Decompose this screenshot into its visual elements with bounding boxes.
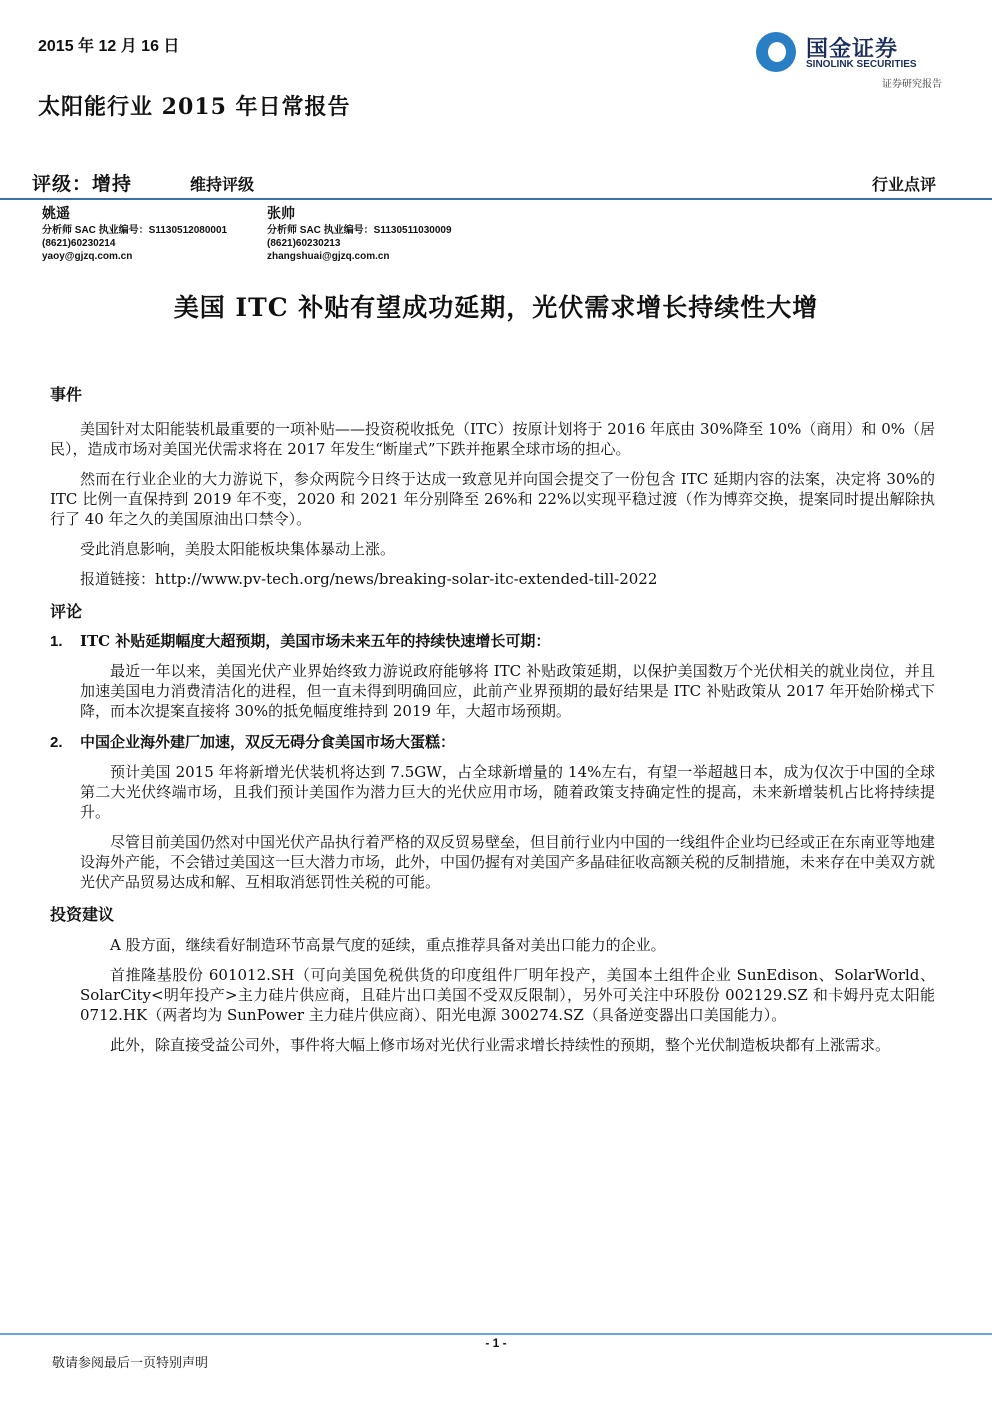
event-paragraph: 美国针对太阳能装机最重要的一项补贴——投资税收抵免（ITC）按原计划将于 2016 年底由 30%降至 10%（商用）和 0%（居民），造成市场对美国光伏需求将在 2017 年发生“断崖式”下跌并拖累全球市场的担心。 — [50, 420, 935, 458]
company-logo — [756, 30, 944, 92]
page-number: - 1 - — [485, 1336, 507, 1350]
source-link[interactable]: 报道链接：http://www.pv-tech.org/news/breaking-solar-itc-extended-till-2022 — [80, 570, 658, 588]
analyst-sac: 分析师 SAC 执业编号：S1130511030009 — [267, 225, 452, 236]
report-date: 2015 年 12 月 16 日 — [38, 38, 180, 55]
analyst-card — [42, 208, 262, 263]
section-heading-advice: 投资建议 — [50, 905, 115, 924]
logo-en-text: SINOLINK SECURITIES — [806, 59, 917, 70]
section-heading-comment: 评论 — [50, 602, 83, 621]
analyst-phone: (8621)60230213 — [267, 238, 341, 249]
rating-bar — [30, 164, 938, 196]
analyst-email[interactable]: zhangshuai@gjzq.com.cn — [267, 251, 390, 262]
analyst-name: 姚遥 — [42, 206, 70, 222]
analyst-sac: 分析师 SAC 执业编号：S1130512080001 — [42, 225, 228, 236]
analyst-card — [267, 208, 507, 263]
analyst-email[interactable]: yaoy@gjzq.com.cn — [42, 251, 133, 262]
comment-item-title — [50, 731, 935, 752]
analyst-phone: (8621)60230214 — [42, 238, 116, 249]
rating-label: 评级：增持 — [32, 173, 133, 195]
logo-subtitle: 证券研究报告 — [882, 79, 942, 90]
comment-paragraph: 尽管目前美国仍然对中国光伏产品执行着严格的双反贸易壁垒，但目前行业内中国的一线组件企业均已经或正在东南亚等地建设海外产能，不会错过美国这一巨大潜力市场，此外，中国仍握有对美国产多晶硅征收高额关税的反制措施，未来存在中美双方就光伏产品贸易达成和解、互相取消惩罚性关税的可能。 — [80, 833, 936, 891]
comment-item-title — [50, 630, 935, 651]
logo-cn-text: 国金证券 — [806, 37, 899, 62]
logo-mark-icon — [756, 32, 796, 72]
comment-paragraph: 预计美国 2015 年将新增光伏装机将达到 7.5GW，占全球新增量的 14%左右，有望一举超越日本，成为仅次于中国的全球第二大光伏终端市场，且我们预计美国作为潜力巨大的光伏应用市场，随着政策支持确定性的提高，未来新增装机占比将持续提升。 — [80, 763, 935, 821]
advice-paragraph: 此外，除直接受益公司外，事件将大幅上修市场对光伏行业需求增长持续性的预期，整个光伏制造板块都有上涨需求。 — [110, 1036, 891, 1054]
footer-divider — [0, 1333, 992, 1335]
rating-keep: 维持评级 — [190, 175, 255, 194]
advice-paragraph: A 股方面，继续看好制造环节高景气度的延续，重点推荐具备对美出口能力的企业。 — [110, 936, 666, 954]
headline: 美国 ITC 补贴有望成功延期，光伏需求增长持续性大增 — [173, 293, 819, 322]
comment-paragraph: 最近一年以来，美国光伏产业界始终致力游说政府能够将 ITC 补贴政策延期，以保护美国数万个光伏相关的就业岗位，并且加速美国电力消费清洁化的进程，但一直未得到明确回应，此前产业界预期的最好结果是 ITC 补贴政策从 2017 年开始阶梯式下降，而本次提案直接将 30%的抵免幅度维持到 2019 年，大超市场预期。 — [80, 662, 935, 720]
section-heading-event: 事件 — [50, 385, 83, 404]
item-number: 1. — [50, 633, 63, 650]
disclaimer-note: 敬请参阅最后一页特别声明 — [52, 1356, 209, 1371]
advice-paragraph: 首推隆基股份 601012.SH（可向美国免税供货的印度组件厂明年投产，美国本土组件企业 SunEdison、SolarWorld、SolarCity<明年投产>主力硅片供应商，且硅片出口美国不受双反限制），另外可关注中环股份 002129.SZ 和卡姆丹克太阳能 0712.HK（两者均为 SunPower 主力硅片供应商）、阳光电源 300274.SZ（具备逆变器出口美国能力）。 — [80, 966, 935, 1024]
analyst-name: 张帅 — [267, 206, 295, 222]
event-paragraph: 受此消息影响，美股太阳能板块集体暴动上涨。 — [80, 540, 396, 558]
item-title: ITC 补贴延期幅度大超预期，美国市场未来五年的持续快速增长可期： — [80, 632, 551, 650]
report-body — [50, 382, 935, 1065]
event-paragraph: 然而在行业企业的大力游说下，参众两院今日终于达成一致意见并向国会提交了一份包含 ITC 延期内容的法案，决定将 30%的 ITC 比例一直保持到 2019 年不变，2020 和 2021 年分别降至 26%和 22%以实现平稳过渡（作为博弈交换，提案同时提出解除执行了 40 年之久的美国原油出口禁令）。 — [50, 470, 935, 528]
header-divider — [0, 198, 992, 200]
report-title: 太阳能行业 2015 年日常报告 — [38, 94, 351, 120]
report-type: 行业点评 — [871, 175, 936, 194]
item-number: 2. — [50, 734, 63, 751]
item-title: 中国企业海外建厂加速，双反无碍分食美国市场大蛋糕： — [80, 733, 456, 751]
